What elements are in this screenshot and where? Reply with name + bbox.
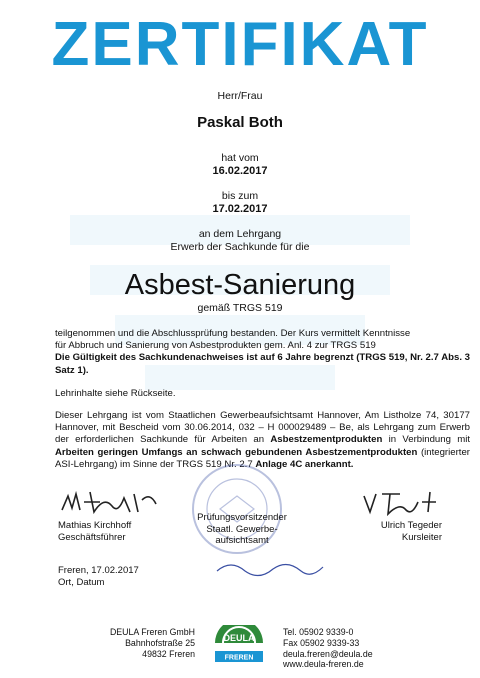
curriculum-note: Lehrinhalte siehe Rückseite. (55, 388, 176, 399)
middle-signer-line3: aufsichtsamt (215, 535, 269, 546)
course-regulation: gemäß TRGS 519 (197, 302, 283, 314)
accreditation-bold1: Asbestzementprodukten (270, 434, 383, 446)
place-date (58, 565, 139, 588)
footer-street: Bahnhofstraße 25 (125, 637, 195, 648)
right-signer-name: Ulrich Tegeder (380, 520, 442, 531)
middle-signer-line1: Prüfungsvorsitzender (197, 512, 287, 523)
completion-text (55, 328, 470, 377)
to-label: bis zum (221, 190, 259, 202)
signature-left (58, 520, 131, 543)
deula-logo-text: DEULA (223, 633, 255, 643)
certificate-title: ZERTIFIKAT (51, 10, 429, 79)
place-date-label: Ort, Datum (58, 576, 105, 588)
issue-place-date: Freren, 17.02.2017 (58, 565, 139, 576)
accreditation-part3: (integrierter ASI-Lehrgang) im Sinne der TRGS 519 Nr. 2.7 (55, 446, 470, 470)
recipient-name: Paskal Both (197, 114, 283, 131)
course-intro-line2: Erwerb der Sachkunde für die (170, 241, 310, 253)
accreditation-bold2: Arbeiten geringen Umfangs an schwach gebundenen Asbestzementprodukten (55, 446, 418, 458)
right-signer-role: Kursleiter (401, 531, 442, 543)
footer-tel: Tel. 05902 9339-0 (283, 627, 354, 637)
signature-middle-icon (215, 557, 325, 583)
footer-city: 49832 Freren (142, 648, 195, 659)
footer-address (95, 627, 195, 659)
signature-right-icon (360, 488, 450, 518)
accreditation-bold3: Anlage 4C anerkannt. (255, 458, 354, 470)
footer-contact (283, 627, 393, 670)
course-name: Asbest-Sanierung (124, 269, 356, 301)
signature-left-icon (60, 488, 160, 516)
accreditation-part1: Dieser Lehrgang ist vom Staatlichen Gewerbeaufsichtsamt Hannover, Am Listholze 74, 30177 Hannover, mit Bescheid vom 30.06.2014, 032 – H 000029489 – Be, als Lehrgang zum Erwerb der erforderlichen Sachkunde für Arbeiten an (55, 410, 470, 446)
deula-logo-subtext: FREREN (224, 654, 254, 662)
left-signer-name: Mathias Kirchhoff (58, 520, 132, 531)
footer-company: DEULA Freren GmbH (109, 627, 195, 637)
completion-line2: für Abbruch und Sanierung von Asbestprodukten gem. Anl. 4 zur TRGS 519 (55, 340, 376, 352)
signature-right (338, 520, 442, 543)
left-signer-role: Geschäftsführer (58, 531, 126, 543)
accreditation-part2: in Verbindung mit (388, 434, 470, 446)
footer-fax: Fax 05902 9339-33 (283, 637, 360, 648)
to-date: 17.02.2017 (212, 203, 268, 215)
signature-middle (192, 512, 292, 547)
middle-signer-line2: Staatl. Gewerbe- (206, 523, 278, 535)
footer-email[interactable]: deula.freren@deula.de (283, 648, 373, 659)
completion-line1: teilgenommen und die Abschlussprüfung bestanden. Der Kurs vermittelt Kenntnisse (55, 328, 411, 339)
from-date: 16.02.2017 (212, 165, 268, 177)
from-label: hat vom (221, 152, 259, 164)
deula-logo-icon (209, 625, 269, 665)
course-intro-line1: an dem Lehrgang (198, 228, 282, 240)
validity-text: Die Gültigkeit des Sachkundenachweises ist auf 6 Jahre begrenzt (TRGS 519, Nr. 2.7 Abs. 3 Satz 1). (55, 352, 470, 376)
footer-website[interactable]: www.deula-freren.de (283, 659, 364, 670)
salutation: Herr/Frau (217, 90, 263, 102)
